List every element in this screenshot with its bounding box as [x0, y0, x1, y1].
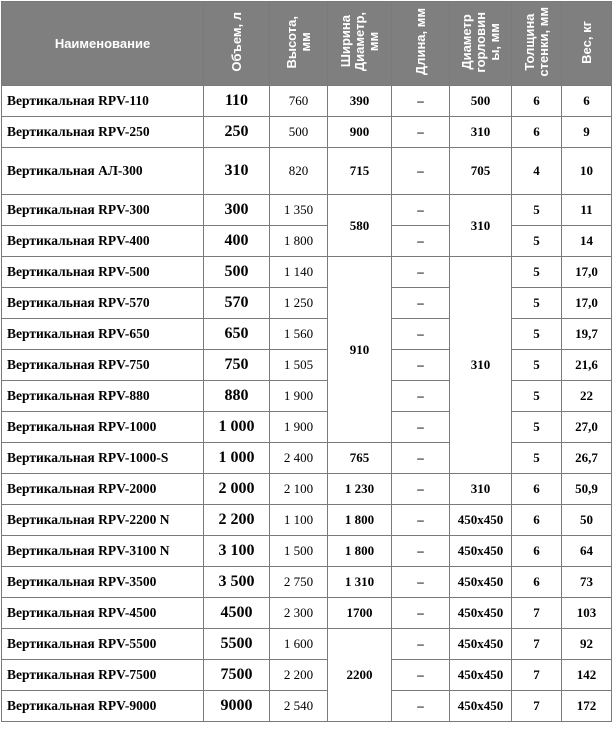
- cell-name: Вертикальная RPV-1000-S: [2, 443, 204, 474]
- cell-width: 910: [328, 257, 392, 443]
- cell-name: Вертикальная RPV-750: [2, 350, 204, 381]
- header-neck: Диаметр горловин ы, мм: [450, 2, 512, 86]
- cell-volume: 4500: [204, 598, 270, 629]
- cell-volume: 9000: [204, 691, 270, 722]
- cell-wall: 6: [512, 474, 562, 505]
- cell-height: 1 505: [270, 350, 328, 381]
- cell-wall: 5: [512, 412, 562, 443]
- cell-volume: 250: [204, 117, 270, 148]
- cell-height: 2 400: [270, 443, 328, 474]
- cell-height: 2 540: [270, 691, 328, 722]
- cell-weight: 19,7: [562, 319, 612, 350]
- cell-weight: 73: [562, 567, 612, 598]
- cell-length: –: [392, 257, 450, 288]
- cell-height: 1 100: [270, 505, 328, 536]
- cell-width: 580: [328, 195, 392, 257]
- table-row: [2, 86, 612, 117]
- cell-length: –: [392, 226, 450, 257]
- cell-weight: 92: [562, 629, 612, 660]
- cell-volume: 2 000: [204, 474, 270, 505]
- cell-weight: 21,6: [562, 350, 612, 381]
- cell-neck: 450x450: [450, 660, 512, 691]
- cell-name: Вертикальная RPV-250: [2, 117, 204, 148]
- cell-width: 1 310: [328, 567, 392, 598]
- cell-length: –: [392, 148, 450, 195]
- table-row: [2, 505, 612, 536]
- cell-name: Вертикальная RPV-650: [2, 319, 204, 350]
- cell-height: 2 100: [270, 474, 328, 505]
- cell-weight: 50,9: [562, 474, 612, 505]
- cell-height: 2 200: [270, 660, 328, 691]
- cell-volume: 650: [204, 319, 270, 350]
- header-weight: Вес, кг: [562, 2, 612, 86]
- table-row: [2, 474, 612, 505]
- cell-height: 820: [270, 148, 328, 195]
- cell-wall: 5: [512, 381, 562, 412]
- tanks-spec-table: [1, 1, 612, 722]
- cell-length: –: [392, 412, 450, 443]
- table-row: [2, 598, 612, 629]
- cell-length: –: [392, 567, 450, 598]
- cell-name: Вертикальная RPV-3100 N: [2, 536, 204, 567]
- cell-length: –: [392, 195, 450, 226]
- cell-height: 1 560: [270, 319, 328, 350]
- cell-wall: 4: [512, 148, 562, 195]
- table-row: [2, 288, 612, 319]
- cell-weight: 172: [562, 691, 612, 722]
- cell-volume: 5500: [204, 629, 270, 660]
- cell-wall: 5: [512, 288, 562, 319]
- cell-length: –: [392, 598, 450, 629]
- cell-weight: 6: [562, 86, 612, 117]
- cell-weight: 22: [562, 381, 612, 412]
- table-row: [2, 257, 612, 288]
- cell-name: Вертикальная RPV-880: [2, 381, 204, 412]
- cell-height: 1 140: [270, 257, 328, 288]
- cell-weight: 11: [562, 195, 612, 226]
- table-row: [2, 691, 612, 722]
- cell-wall: 5: [512, 443, 562, 474]
- cell-volume: 1 000: [204, 412, 270, 443]
- table-header-row: [2, 2, 612, 86]
- cell-width: 900: [328, 117, 392, 148]
- table-row: [2, 381, 612, 412]
- cell-height: 2 300: [270, 598, 328, 629]
- cell-width: 2200: [328, 629, 392, 722]
- table-row: [2, 117, 612, 148]
- table-row: [2, 226, 612, 257]
- cell-weight: 17,0: [562, 257, 612, 288]
- cell-wall: 7: [512, 598, 562, 629]
- cell-name: Вертикальная RPV-2000: [2, 474, 204, 505]
- cell-width: 715: [328, 148, 392, 195]
- cell-wall: 7: [512, 691, 562, 722]
- cell-weight: 27,0: [562, 412, 612, 443]
- cell-volume: 750: [204, 350, 270, 381]
- cell-volume: 110: [204, 86, 270, 117]
- cell-volume: 300: [204, 195, 270, 226]
- table-row: [2, 443, 612, 474]
- cell-volume: 3 500: [204, 567, 270, 598]
- cell-name: Вертикальная RPV-400: [2, 226, 204, 257]
- cell-weight: 9: [562, 117, 612, 148]
- cell-wall: 5: [512, 350, 562, 381]
- cell-weight: 26,7: [562, 443, 612, 474]
- table-row: [2, 629, 612, 660]
- cell-length: –: [392, 629, 450, 660]
- cell-height: 1 250: [270, 288, 328, 319]
- cell-name: Вертикальная RPV-1000: [2, 412, 204, 443]
- cell-name: Вертикальная RPV-110: [2, 86, 204, 117]
- cell-volume: 880: [204, 381, 270, 412]
- cell-wall: 5: [512, 319, 562, 350]
- table-row: [2, 148, 612, 195]
- header-length: Длина, мм: [392, 2, 450, 86]
- cell-wall: 6: [512, 86, 562, 117]
- cell-width: 1 230: [328, 474, 392, 505]
- cell-neck: 310: [450, 474, 512, 505]
- cell-length: –: [392, 660, 450, 691]
- cell-neck: 500: [450, 86, 512, 117]
- cell-name: Вертикальная RPV-4500: [2, 598, 204, 629]
- cell-wall: 7: [512, 660, 562, 691]
- cell-wall: 5: [512, 257, 562, 288]
- cell-width: 765: [328, 443, 392, 474]
- cell-volume: 3 100: [204, 536, 270, 567]
- cell-weight: 142: [562, 660, 612, 691]
- cell-neck: 310: [450, 257, 512, 474]
- table-row: [2, 536, 612, 567]
- cell-weight: 64: [562, 536, 612, 567]
- cell-neck: 450x450: [450, 598, 512, 629]
- cell-weight: 10: [562, 148, 612, 195]
- cell-height: 1 600: [270, 629, 328, 660]
- header-wall: Толщина стенки, мм: [512, 2, 562, 86]
- cell-length: –: [392, 288, 450, 319]
- cell-length: –: [392, 319, 450, 350]
- cell-length: –: [392, 350, 450, 381]
- cell-wall: 6: [512, 505, 562, 536]
- cell-name: Вертикальная АЛ-300: [2, 148, 204, 195]
- cell-weight: 17,0: [562, 288, 612, 319]
- cell-neck: 705: [450, 148, 512, 195]
- cell-volume: 2 200: [204, 505, 270, 536]
- cell-name: Вертикальная RPV-500: [2, 257, 204, 288]
- table-row: [2, 660, 612, 691]
- cell-volume: 7500: [204, 660, 270, 691]
- cell-length: –: [392, 536, 450, 567]
- cell-wall: 7: [512, 629, 562, 660]
- cell-height: 760: [270, 86, 328, 117]
- cell-height: 2 750: [270, 567, 328, 598]
- cell-weight: 14: [562, 226, 612, 257]
- cell-volume: 570: [204, 288, 270, 319]
- cell-neck: 450x450: [450, 536, 512, 567]
- cell-neck: 450x450: [450, 567, 512, 598]
- cell-neck: 450x450: [450, 505, 512, 536]
- cell-neck: 310: [450, 117, 512, 148]
- table-row: [2, 412, 612, 443]
- cell-volume: 400: [204, 226, 270, 257]
- table-row: [2, 350, 612, 381]
- cell-volume: 310: [204, 148, 270, 195]
- cell-weight: 103: [562, 598, 612, 629]
- table-row: [2, 567, 612, 598]
- cell-name: Вертикальная RPV-570: [2, 288, 204, 319]
- cell-name: Вертикальная RPV-3500: [2, 567, 204, 598]
- cell-weight: 50: [562, 505, 612, 536]
- cell-height: 1 350: [270, 195, 328, 226]
- cell-wall: 6: [512, 536, 562, 567]
- cell-wall: 5: [512, 226, 562, 257]
- cell-height: 1 800: [270, 226, 328, 257]
- cell-length: –: [392, 443, 450, 474]
- cell-wall: 5: [512, 195, 562, 226]
- cell-length: –: [392, 117, 450, 148]
- header-width: Ширина Диаметр, мм: [328, 2, 392, 86]
- cell-height: 1 900: [270, 412, 328, 443]
- cell-width: 1 800: [328, 505, 392, 536]
- cell-height: 500: [270, 117, 328, 148]
- cell-neck: 450x450: [450, 629, 512, 660]
- header-height: Высота, мм: [270, 2, 328, 86]
- table-row: [2, 319, 612, 350]
- cell-length: –: [392, 381, 450, 412]
- cell-length: –: [392, 474, 450, 505]
- cell-wall: 6: [512, 117, 562, 148]
- cell-name: Вертикальная RPV-5500: [2, 629, 204, 660]
- cell-length: –: [392, 691, 450, 722]
- cell-wall: 6: [512, 567, 562, 598]
- header-name: Наименование: [2, 2, 204, 86]
- cell-length: –: [392, 505, 450, 536]
- cell-width: 1 800: [328, 536, 392, 567]
- table-row: [2, 195, 612, 226]
- cell-name: Вертикальная RPV-9000: [2, 691, 204, 722]
- cell-width: 1700: [328, 598, 392, 629]
- cell-name: Вертикальная RPV-2200 N: [2, 505, 204, 536]
- cell-width: 390: [328, 86, 392, 117]
- cell-height: 1 900: [270, 381, 328, 412]
- cell-height: 1 500: [270, 536, 328, 567]
- cell-neck: 450x450: [450, 691, 512, 722]
- cell-volume: 500: [204, 257, 270, 288]
- cell-name: Вертикальная RPV-7500: [2, 660, 204, 691]
- cell-neck: 310: [450, 195, 512, 257]
- header-volume: Объем, л: [204, 2, 270, 86]
- cell-volume: 1 000: [204, 443, 270, 474]
- cell-length: –: [392, 86, 450, 117]
- cell-name: Вертикальная RPV-300: [2, 195, 204, 226]
